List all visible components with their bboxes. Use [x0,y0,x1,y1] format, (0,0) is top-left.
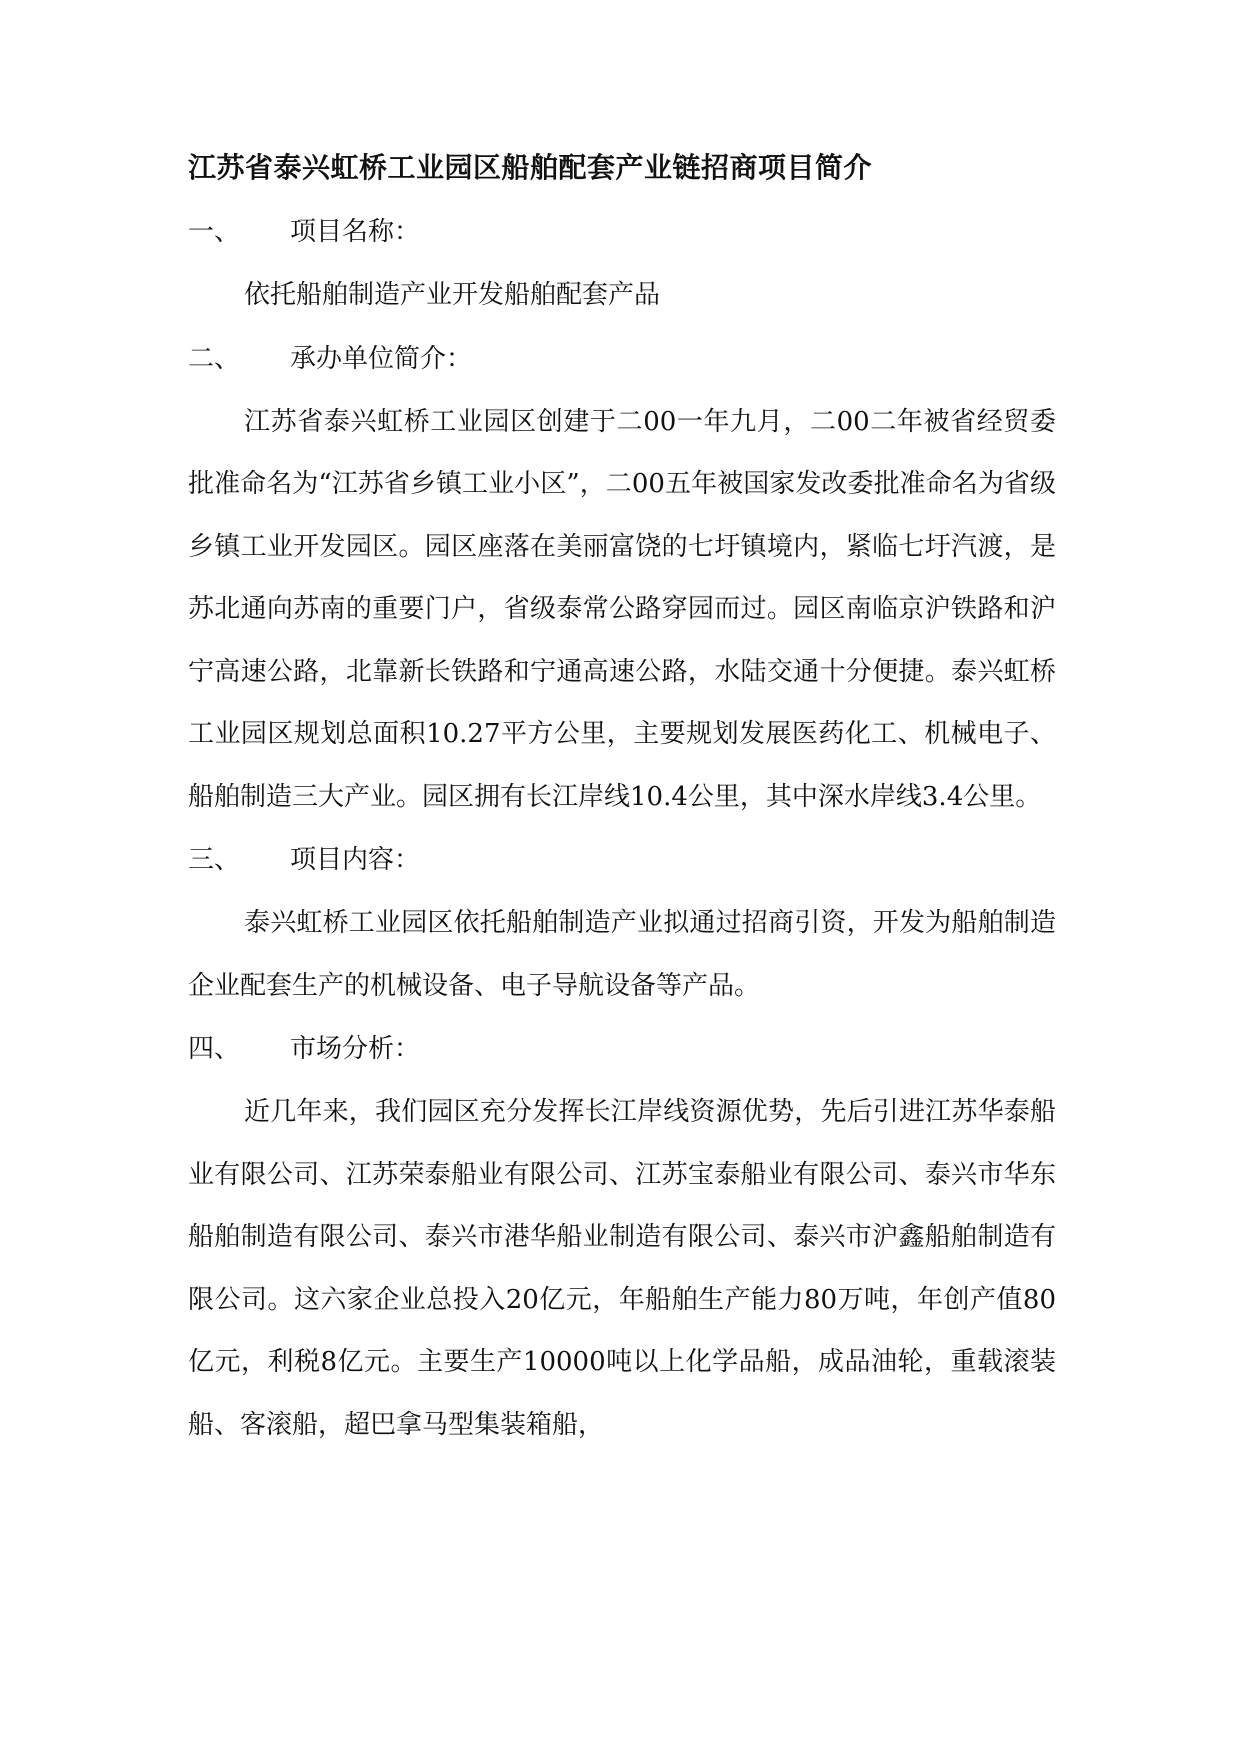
section-body-market-analysis: 近几年来，我们园区充分发挥长江岸线资源优势，先后引进江苏华泰船业有限公司、江苏荣泰船业有限公司、江苏宝泰船业有限公司、泰兴市华东船舶制造有限公司、泰兴市港华船业制造有限公司、泰兴市沪鑫船舶制造有限公司。这六家企业总投入20亿元，年船舶生产能力80万吨，年创产值80亿元，利税8亿元。主要生产10000吨以上化学品船，成品油轮，重载滚装船、客滚船，超巴拿马型集装箱船， [188,1097,1056,1440]
section-heading-project-content [188,842,1056,878]
section-heading-market-analysis [188,1031,1056,1067]
section-number: 四、 [188,1034,241,1064]
document-title: 江苏省泰兴虹桥工业园区船舶配套产业链招商项目简介 [188,151,873,184]
section-number: 一、 [188,217,241,247]
section-heading-label: 市场分析： [290,1034,421,1064]
section-heading-label: 承办单位简介： [290,343,473,374]
section-heading-label: 项目内容： [290,845,421,875]
section-body-organizer: 江苏省泰兴虹桥工业园区创建于二00一年九月，二00二年被省经贸委批准命名为“江苏省乡镇工业小区”，二00五年被国家发改委批准命名为省级乡镇工业开发园区。园区座落在美丽富饶的七圩镇境内，紧临七圩汽渡，是苏北通向苏南的重要门户，省级泰常公路穿园而过。园区南临京沪铁路和沪宁高速公路，北靠新长铁路和宁通高速公路，水陆交通十分便捷。泰兴虹桥工业园区规划总面积10.27平方公里，主要规划发展医药化工、机械电子、船舶制造三大产业。园区拥有长江岸线10.4公里，其中深水岸线3.4公里。 [188,406,1056,812]
section-number: 三、 [188,845,241,875]
document-page [188,150,1056,1470]
section-heading-project-name [188,214,1056,250]
section-heading-label: 项目名称： [290,217,421,247]
section-body-project-name: 依托船舶制造产业开发船舶配套产品 [244,280,661,310]
section-heading-organizer [188,341,1056,377]
section-body-project-content: 泰兴虹桥工业园区依托船舶制造产业拟通过招商引资，开发为船舶制造企业配套生产的机械设备、电子导航设备等产品。 [188,908,1056,1001]
section-number: 二、 [188,343,241,374]
